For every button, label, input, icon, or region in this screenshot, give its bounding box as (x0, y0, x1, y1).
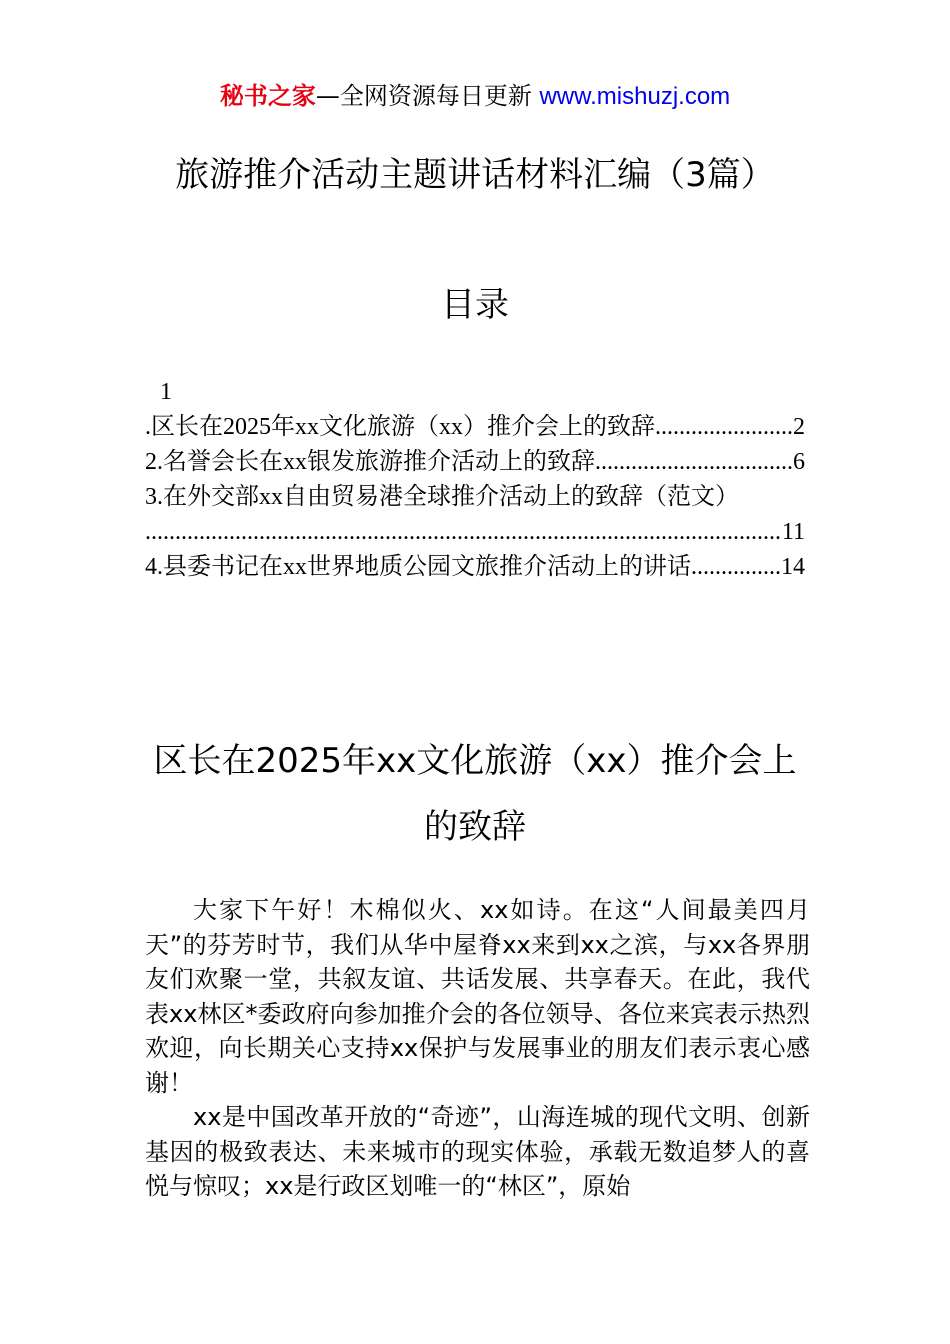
site-url-link[interactable]: www.mishuzj.com (539, 83, 731, 110)
body-paragraph: 大家下午好！木棉似火、xx如诗。在这“人间最美四月天”的芬芳时节，我们从华中屋脊xx来到xx之滨，与xx各界朋友们欢聚一堂，共叙友谊、共话发展、共享春天。在此，我代表xx林区*委政府向参加推介会的各位领导、各位来宾表示热烈欢迎，向长期关心支持xx保护与发展事业的朋友们表示衷心感谢！ (145, 896, 810, 1097)
toc-leader-dots (145, 515, 782, 550)
toc-page-number: 6 (793, 449, 805, 475)
toc-page-number: 14 (781, 554, 805, 580)
toc-page-number: 2 (793, 414, 805, 440)
body-paragraph: xx是中国改革开放的“奇迹”，山海连城的现代文明、创新基因的极致表达、未来城市的现实体验，承载无数追梦人的喜悦与惊叹；xx是行政区划唯一的“林区”，原始 (145, 1103, 810, 1200)
section-title: 区长在2025年xx文化旅游（xx）推介会上的致辞 (153, 741, 797, 847)
toc-entry-text: .区长在2025年xx文化旅游（xx）推介会上的致辞 (145, 414, 655, 440)
site-tagline: —全网资源每日更新 (315, 82, 540, 110)
toc-entry-text: 4.县委书记在xx世界地质公园文旅推介活动上的讲话 (145, 554, 691, 580)
site-header (0, 80, 950, 113)
document-title: 旅游推介活动主题讲话材料汇编（3篇） (175, 155, 775, 195)
toc-entry-3[interactable] (145, 480, 805, 550)
section-body (145, 893, 810, 1204)
site-brand: 秘书之家 (219, 82, 316, 110)
toc-leader-dots (595, 445, 793, 480)
toc-entry-1[interactable] (145, 410, 805, 445)
toc-leader-dots (655, 410, 793, 445)
toc-leader-dots (691, 550, 781, 585)
toc-entry-2[interactable] (145, 445, 805, 480)
toc-entry-text: 3.在外交部xx自由贸易港全球推介活动上的致辞（范文） (145, 484, 739, 510)
toc-heading: 目录 (441, 285, 509, 325)
toc-first-number: 1 (160, 379, 172, 405)
toc-entry-4[interactable] (145, 550, 805, 585)
table-of-contents (145, 375, 805, 585)
toc-page-number: 11 (781, 519, 805, 545)
toc-entry-text: 2.名誉会长在xx银发旅游推介活动上的致辞 (145, 449, 595, 475)
